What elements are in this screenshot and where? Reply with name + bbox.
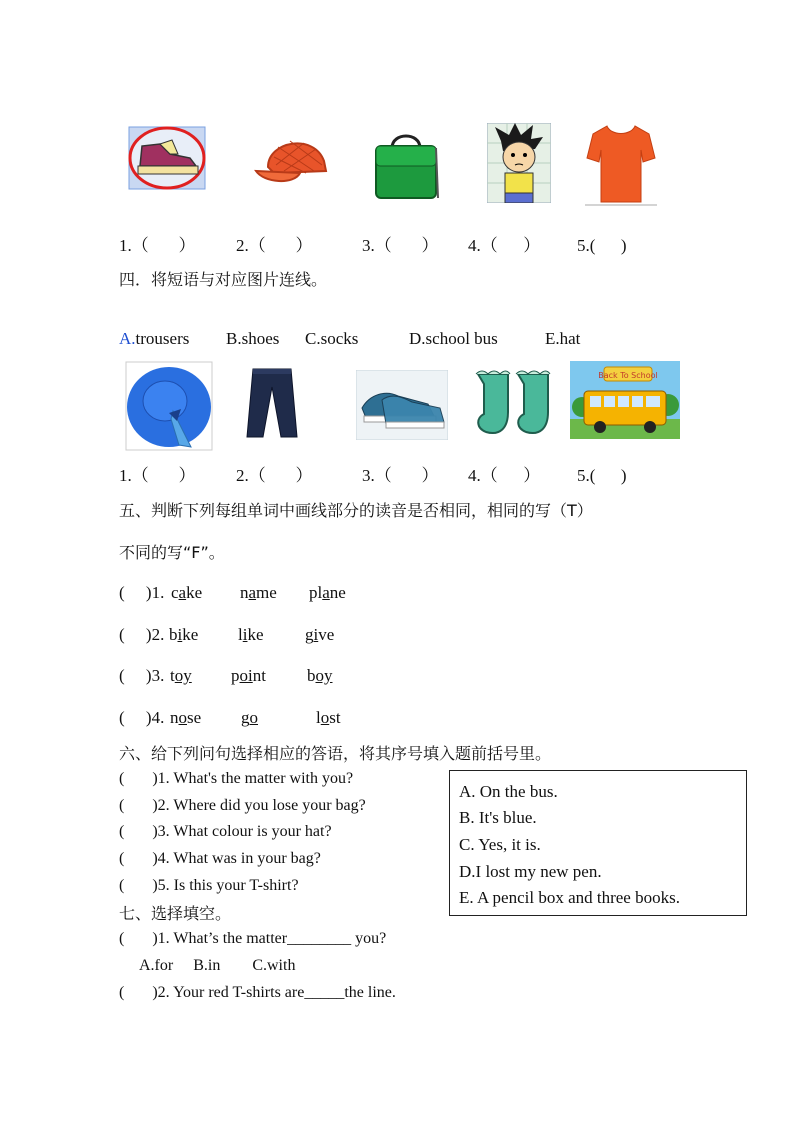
phrase-e: E.hat [545, 329, 581, 348]
cap-picture [254, 127, 332, 191]
phonics-item-4: ( )4. [119, 708, 169, 727]
fill-question-1-options: A.for B.in C.with [139, 957, 296, 974]
hat-picture [125, 361, 213, 451]
boy-picture [487, 123, 551, 203]
match-blank-5: 5.( ) [577, 466, 627, 485]
answer-option-c: C. Yes, it is. [459, 835, 541, 854]
phonics-word-3c: boy [307, 666, 333, 685]
phonics-item-3: ( )3. [119, 666, 169, 685]
phonics-word-2b: like [238, 625, 264, 644]
section6-title: 六、给下列问句选择相应的答语，将其序号填入题前括号里。 [119, 744, 552, 763]
answer-blank-3: 3.（ ） [362, 236, 439, 255]
answer-option-a: A. On the bus. [459, 782, 558, 801]
shoe-picture [128, 126, 206, 190]
phrase-a: A.trousers [119, 329, 190, 348]
phonics-word-4c: lost [316, 708, 341, 727]
fill-question-1: ( )1. What’s the matter________ you? [119, 930, 387, 947]
phonics-word-2c: give [305, 625, 335, 644]
answer-option-d: D.I lost my new pen. [459, 862, 602, 881]
question-5: ( )5. Is this your T-shirt? [119, 877, 299, 894]
phonics-word-3a: toy [170, 666, 192, 685]
phrase-c: C.socks [305, 329, 359, 348]
answer-option-e: E. A pencil box and three books. [459, 888, 680, 907]
bus-sign: Back To School [598, 371, 658, 380]
match-blank-1: 1.（ ） [119, 466, 196, 485]
answer-blank-1: 1.（ ） [119, 236, 196, 255]
phonics-word-1c: plane [309, 583, 346, 602]
question-4: ( )4. What was in your bag? [119, 850, 321, 867]
section5-title-line2: 不同的写“F”。 [119, 543, 225, 562]
answer-blank-5: 5.( ) [577, 236, 627, 255]
question-1: ( )1. What's the matter with you? [119, 770, 354, 787]
section4-title: 四．将短语与对应图片连线。 [119, 270, 328, 289]
phonics-word-3b: point [231, 666, 266, 685]
question-2: ( )2. Where did you lose your bag? [119, 797, 366, 814]
trousers-picture [245, 367, 299, 439]
phonics-item-2: ( )2. [119, 625, 169, 644]
sneakers-picture [356, 370, 448, 440]
section5-title-line1: 五、判断下列每组单词中画线部分的读音是否相同，相同的写（T） [119, 501, 593, 520]
section7-title: 七、选择填空。 [119, 904, 232, 923]
socks-picture [470, 368, 562, 440]
match-blank-4: 4.（ ） [468, 466, 541, 485]
phonics-word-2a: bike [169, 625, 199, 644]
fill-question-2: ( )2. Your red T-shirts are_____the line. [119, 984, 396, 1001]
question-3: ( )3. What colour is your hat? [119, 823, 332, 840]
match-blank-2: 2.（ ） [236, 466, 313, 485]
phrase-b: B.shoes [226, 329, 280, 348]
answer-blank-2: 2.（ ） [236, 236, 313, 255]
match-blank-3: 3.（ ） [362, 466, 439, 485]
answer-blank-4: 4.（ ） [468, 236, 541, 255]
phonics-word-1b: name [240, 583, 277, 602]
phonics-word-1a: cake [171, 583, 203, 602]
tshirt-picture [585, 122, 657, 206]
phonics-word-4a: nose [170, 708, 202, 727]
phonics-word-4b: go [241, 708, 258, 727]
phonics-item-1: ( )1. [119, 583, 169, 602]
school-bus-picture [570, 361, 680, 439]
phrase-d: D.school bus [409, 329, 498, 348]
bag-picture [372, 130, 440, 200]
answer-option-b: B. It's blue. [459, 808, 537, 827]
answer-options-box [449, 770, 747, 916]
